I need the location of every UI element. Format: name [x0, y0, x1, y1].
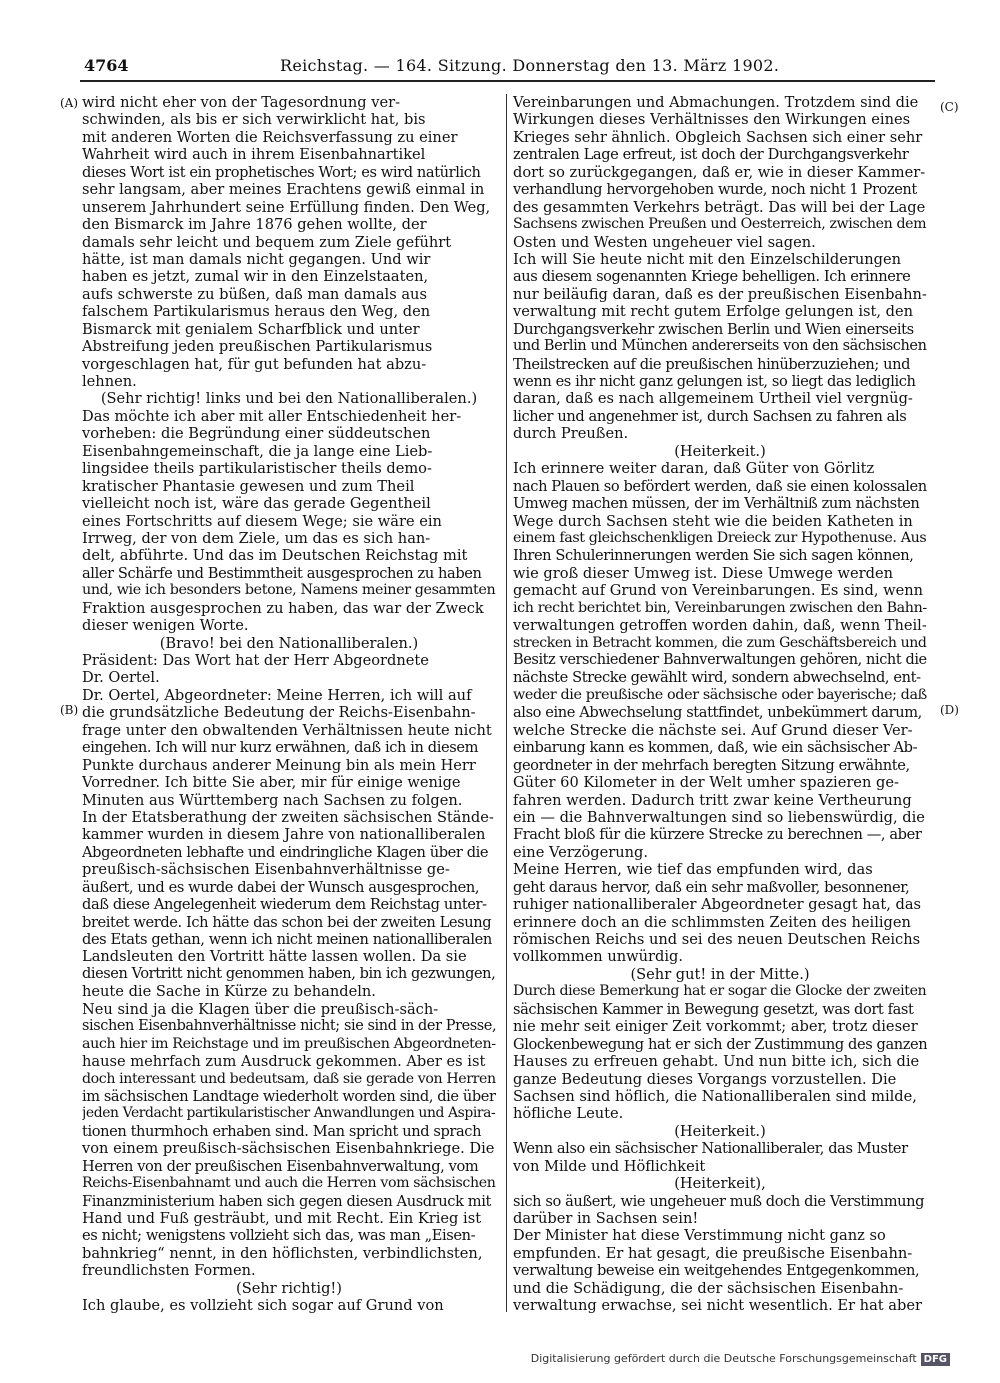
- text-line: verwaltung beweise ein weitgehendes Entgegenkommen,: [513, 1262, 920, 1280]
- text-line: freundlichsten Formen.: [82, 1262, 256, 1280]
- text-line: geordneter in der mehrfach beregten Sitzung erwähnte,: [513, 756, 910, 774]
- text-line: einem fast gleichschenkligen Dreieck zur Hypothenuse. Aus: [513, 529, 927, 546]
- text-line: eines Fortschritts auf diesem Wege; sie wäre ein: [82, 512, 442, 530]
- text-line: fahren werden. Dadurch tritt zwar keine Vertheurung: [513, 791, 912, 809]
- text-line: aller Schärfe und Bestimmtheit ausgesprochen zu haben: [82, 564, 482, 582]
- text-line: aufs schwerste zu büßen, daß man damals aus: [82, 285, 427, 303]
- text-line: Sachsen sind höflich, die Nationalliberalen sind milde,: [513, 1087, 917, 1105]
- margin-marker-a: (A): [60, 96, 79, 110]
- text-line: von Milde und Höflichkeit: [513, 1157, 706, 1175]
- text-line: Ich erinnere weiter daran, daß Güter von Görlitz: [513, 460, 875, 478]
- left-column: [82, 94, 496, 1315]
- text-line: die grundsätzliche Bedeutung der Reichs-Eisenbahn-: [82, 704, 476, 722]
- text-line: preußisch-sächsischen Eisenbahnverhältnisse ge-: [82, 861, 450, 879]
- text-line: Vereinbarungen und Abmachungen. Trotzdem sind die: [513, 94, 919, 111]
- text-line: empfunden. Er hat gesagt, die preußische Eisenbahn-: [513, 1244, 913, 1262]
- text-line: weder die preußische oder sächsische oder bayerische; daß: [513, 686, 927, 703]
- text-line: strecken in Betracht kommen, die zum Geschäftsbereich und: [513, 634, 927, 651]
- running-title: Reichstag. — 164. Sitzung. Donnerstag den 13. März 1902.: [280, 56, 780, 75]
- text-line: damals sehr leicht und bequem zum Ziele geführt: [82, 233, 452, 251]
- text-line: Hauses zu erfreuen gehabt. Und nun bitte ich, sich die: [513, 1053, 920, 1071]
- text-line: daß diese Angelegenheit wiederum dem Reichstag unter-: [82, 896, 487, 914]
- text-line: sich so äußert, wie ungeheuer muß doch die Verstimmung: [513, 1192, 925, 1210]
- text-line: und Berlin und München andererseits von den sächsischen: [513, 338, 927, 355]
- text-line: wird nicht eher von der Tagesordnung ver-: [82, 94, 401, 111]
- text-line: (Heiterkeit.): [674, 442, 766, 460]
- text-line: haben es jetzt, zumal wir in den Einzelstaaten,: [82, 268, 429, 286]
- text-line: Wege durch Sachsen steht wie die beiden Katheten in: [513, 512, 913, 530]
- text-line: Abstreifung jeden preußischen Partikularismus: [82, 338, 433, 356]
- text-line: hätte, ist man damals nicht gegangen. Und wir: [82, 250, 431, 268]
- right-column: [513, 94, 927, 1315]
- text-line: welche Strecke die nächste sei. Auf Grund dieser Ver-: [513, 721, 913, 739]
- text-line: Fracht bloß für die kürzere Strecke zu berechnen —, aber: [513, 826, 922, 844]
- text-line: im sächsischen Landtage wiederholt worden sind, die über: [82, 1087, 496, 1105]
- text-line: verwaltungen getroffen worden dahin, daß, wenn Theil-: [513, 617, 927, 635]
- page-header: [80, 50, 935, 82]
- text-line: licher und angenehmer ist, durch Sachsen zu fahren als: [513, 407, 907, 425]
- text-line: frage unter den obwaltenden Verhältnissen heute nicht: [82, 721, 492, 739]
- text-line: lehnen.: [82, 373, 137, 390]
- text-line: erinnere doch an die schlimmsten Zeiten des heiligen: [513, 913, 911, 931]
- text-line: den Bismarck im Jahre 1876 gehen wollte, der: [82, 216, 427, 234]
- text-line: mit anderen Worten die Reichsverfassung zu einer: [82, 128, 458, 146]
- text-line: tionen thurmhoch erhaben sind. Man spricht und sprach: [82, 1122, 482, 1140]
- text-line: sehr langsam, aber meines Erachtens gewiß einmal in: [82, 181, 485, 199]
- text-line: nie mehr seit einiger Zeit vorkommt; aber, trotz dieser: [513, 1018, 918, 1036]
- text-line: Abgeordneten lebhafte und eindringliche Klagen über die: [82, 843, 489, 861]
- text-line: vollkommen unwürdig.: [513, 948, 684, 966]
- text-line: delt, abführte. Und das im Deutschen Reichstag mit: [82, 547, 468, 565]
- text-line: Umweg machen müssen, der im Verhältniß zum nächsten: [513, 495, 920, 513]
- text-line: Minuten aus Württemberg nach Sachsen zu folgen.: [82, 791, 463, 809]
- text-line: Glockenbewegung hat er sich der Zustimmung des ganzen: [513, 1035, 927, 1053]
- text-line: Landsleuten den Vortritt hätte lassen wollen. Da sie: [82, 948, 467, 966]
- margin-marker-d: (D): [940, 703, 959, 717]
- text-line: lingsidee theils partikularistischer theils demo-: [82, 460, 432, 478]
- text-line: auch hier im Reichstage und im preußischen Abgeordneten-: [82, 1035, 496, 1052]
- text-line: verwaltung erwachse, sei nicht wesentlich. Er hat aber: [513, 1297, 922, 1315]
- text-line: doch interessant und bedeutsam, daß sie gerade von Herren: [82, 1070, 496, 1087]
- text-line: ich recht berichtet bin, Vereinbarungen zwischen den Bahn-: [513, 599, 927, 616]
- text-line: Krieges sehr ähnlich. Obgleich Sachsen sich einer sehr: [513, 128, 923, 146]
- text-line: es nicht; wenigstens vollzieht sich das, was man „Eisen-: [82, 1227, 476, 1245]
- text-line: eingehen. Ich will nur kurz erwähnen, daß ich in diesem: [82, 739, 479, 757]
- text-line: Irrweg, der von dem Ziele, um das es sich han-: [82, 529, 431, 547]
- text-line: (Sehr richtig!): [236, 1279, 342, 1297]
- text-line: ganze Bedeutung dieses Vorgangs vorzustellen. Die: [513, 1070, 897, 1088]
- text-line: Fraktion ausgesprochen zu haben, das war der Zweck: [82, 599, 484, 617]
- text-line: In der Etatsberathung der zweiten sächsischen Stände-: [82, 808, 494, 826]
- text-line: (Sehr gut! in der Mitte.): [630, 965, 810, 983]
- text-line: Reichs-Eisenbahnamt und auch die Herren vom sächsischen: [82, 1175, 496, 1192]
- text-line: falschem Partikularismus heraus den Weg, den: [82, 303, 431, 321]
- text-line: kammer wurden in diesem Jahre von nationalliberalen: [82, 826, 486, 844]
- text-line: ruhiger nationalliberaler Abgeordneter gesagt hat, das: [513, 896, 922, 914]
- text-line: dieses Wort ist ein prophetisches Wort; es wird natürlich: [82, 163, 481, 181]
- text-line: kratischer Phantasie gewesen und zum Theil: [82, 477, 415, 495]
- text-line: schwinden, als bis er sich verwirklicht hat, bis: [82, 111, 426, 129]
- text-line: Meine Herren, wie tief das empfunden wird, das: [513, 861, 873, 879]
- text-line: einbarung kann es kommen, daß, wie ein sächsischer Ab-: [513, 739, 918, 757]
- text-line: des Etats gethan, wenn ich nicht meinen nationalliberalen: [82, 931, 492, 948]
- text-line: vielleicht noch ist, wäre das gerade Gegentheil: [82, 495, 431, 513]
- footer-text: Digitalisierung gefördert durch die Deutsche Forschungsgemeinschaft: [530, 1352, 917, 1365]
- dfg-logo: DFG: [921, 1353, 950, 1366]
- text-line: Bismarck mit genialem Scharfblick und unter: [82, 320, 420, 338]
- text-line: aus diesem sogenannten Kriege behelligen. Ich erinnere: [513, 268, 911, 286]
- text-line: nur beiläufig daran, daß es der preußischen Eisenbahn-: [513, 285, 927, 303]
- text-line: daran, daß es nach allgemeinem Urtheil viel vergnüg-: [513, 390, 913, 408]
- text-line: breitet werde. Ich hätte das schon bei der zweiten Lesung: [82, 913, 492, 931]
- text-line: von einem preußisch-sächsischen Eisenbahnkriege. Die: [82, 1140, 495, 1158]
- text-line: eine Verzögerung.: [513, 843, 648, 861]
- text-line: und die Schädigung, die der sächsischen Eisenbahn-: [513, 1279, 904, 1297]
- text-line: diesen Vortritt nicht genommen haben, bin ich gezwungen,: [82, 965, 496, 982]
- text-line: geht daraus hervor, daß ein sehr maßvoller, besonnener,: [513, 878, 910, 896]
- text-line: nächste Strecke gewählt wird, sondern abwechselnd, ent-: [513, 669, 921, 687]
- text-line: verwaltung mit recht gutem Erfolge gelungen ist, den: [513, 303, 914, 321]
- margin-marker-b: (B): [60, 703, 79, 717]
- text-line: ein — die Bahnverwaltungen sind so liebenswürdig, die: [513, 808, 925, 826]
- text-line: bahnkrieg“ nennt, in den höflichsten, verbindlichsten,: [82, 1244, 483, 1262]
- text-line: Vorredner. Ich bitte Sie aber, mir für einige wenige: [82, 774, 461, 792]
- text-line: und, wie ich besonders betone, Namens meiner gesammten: [82, 582, 496, 599]
- text-line: Hand und Fuß gesträubt, und mit Recht. Ein Krieg ist: [82, 1210, 482, 1227]
- text-line: Herren von der preußischen Eisenbahnverwaltung, vom: [82, 1157, 479, 1175]
- text-line: des gesammten Verkehrs beträgt. Das will bei der Lage: [513, 198, 926, 216]
- text-line: Durchgangsverkehr zwischen Berlin und Wien einerseits: [513, 320, 914, 338]
- text-line: dieser wenigen Worte.: [82, 617, 249, 635]
- page-number: 4764: [84, 56, 129, 75]
- text-line: Eisenbahngemeinschaft, die ja lange eine Lieb-: [82, 442, 433, 460]
- text-line: dort so zurückgegangen, daß er, wie in dieser Kammer-: [513, 163, 926, 181]
- text-line: sischen Eisenbahnverhältnisse nicht; sie sind in der Presse,: [82, 1018, 496, 1035]
- text-line: (Heiterkeit),: [674, 1175, 766, 1193]
- text-line: römischen Reichs und sei des neuen Deutschen Reichs: [513, 931, 921, 948]
- text-line: vorgeschlagen hat, für gut befunden hat abzu-: [82, 355, 427, 373]
- text-line: Sachsens zwischen Preußen und Oesterreich, zwischen dem: [513, 216, 927, 233]
- text-line: Dr. Oertel.: [82, 669, 160, 687]
- text-line: Ich will Sie heute nicht mit den Einzelschilderungen: [513, 250, 902, 268]
- footer: [531, 1352, 950, 1366]
- text-line: Finanzministerium haben sich gegen diesen Ausdruck mit: [82, 1192, 491, 1210]
- text-line: (Bravo! bei den Nationalliberalen.): [159, 634, 419, 652]
- text-line: Wahrheit wird auch in ihrem Eisenbahnartikel: [82, 146, 426, 164]
- text-line: zentralen Lage erfreut, ist doch der Durchgangsverkehr: [513, 146, 909, 164]
- text-line: darüber in Sachsen sein!: [513, 1210, 699, 1227]
- text-line: äußert, und es wurde dabei der Wunsch ausgesprochen,: [82, 878, 480, 896]
- text-line: nach Plauen so befördert werden, daß sie einen kolossalen: [513, 477, 927, 495]
- text-line: hause mehrfach zum Ausdruck gekommen. Aber es ist: [82, 1053, 486, 1071]
- text-line: Der Minister hat diese Verstimmung nicht ganz so: [513, 1227, 886, 1245]
- text-line: durch Preußen.: [513, 425, 629, 443]
- text-line: (Heiterkeit.): [674, 1122, 766, 1140]
- text-line: verhandlung hervorgehoben wurde, noch nicht 1 Prozent: [513, 181, 917, 199]
- text-line: Durch diese Bemerkung hat er sogar die Glocke der zweiten: [513, 983, 927, 1000]
- text-line: jeden Verdacht partikularistischer Anwandlungen und Aspira-: [82, 1105, 496, 1122]
- text-line: wie groß dieser Umweg ist. Diese Umwege werden: [513, 564, 893, 582]
- text-line: Präsident: Das Wort hat der Herr Abgeordnete: [82, 652, 429, 669]
- text-line: wenn es ihr nicht ganz gelungen ist, so liegt das lediglich: [513, 373, 916, 390]
- text-line: Besitz verschiedener Bahnverwaltungen gehören, nicht die: [513, 652, 927, 668]
- text-line: Punkte durchaus anderer Meinung bin als mein Herr: [82, 756, 476, 774]
- text-line: heute die Sache in Kürze zu behandeln.: [82, 983, 376, 1001]
- text-line: gemacht auf Grund von Vereinbarungen. Es sind, wenn: [513, 582, 924, 600]
- text-line: Güter 60 Kilometer in der Welt umher spazieren ge-: [513, 774, 899, 792]
- text-line: Neu sind ja die Klagen über die preußisch-säch-: [82, 1000, 439, 1018]
- text-line: Dr. Oertel, Abgeordneter: Meine Herren, ich will auf: [82, 686, 472, 704]
- text-line: sächsischen Kammer in Bewegung gesetzt, was dort fast: [513, 1000, 914, 1018]
- text-line: vorheben: die Begründung einer süddeutschen: [82, 425, 431, 443]
- text-line: unserem Jahrhundert seine Erfüllung finden. Den Weg,: [82, 198, 491, 216]
- column-divider: [506, 94, 507, 1312]
- text-line: Wenn also ein sächsischer Nationalliberaler, das Muster: [513, 1140, 908, 1158]
- text-line: höfliche Leute.: [513, 1105, 624, 1123]
- margin-marker-c: (C): [940, 100, 959, 114]
- text-line: Ihren Schulerinnerungen werden Sie sich sagen können,: [513, 547, 914, 565]
- text-line: Wirkungen dieses Verhältnisses den Wirkungen eines: [513, 111, 911, 129]
- text-line: Osten und Westen ungeheuer viel sagen.: [513, 233, 816, 251]
- text-line: Theilstrecken auf die preußischen hinüberzuziehen; und: [513, 355, 911, 373]
- text-line: Ich glaube, es vollzieht sich sogar auf Grund von: [82, 1297, 444, 1315]
- text-line: Das möchte ich aber mit aller Entschiedenheit her-: [82, 407, 462, 425]
- text-line: also eine Abwechselung stattfindet, unbekümmert darum,: [513, 704, 922, 722]
- text-line: (Sehr richtig! links und bei den Nationalliberalen.): [100, 390, 478, 408]
